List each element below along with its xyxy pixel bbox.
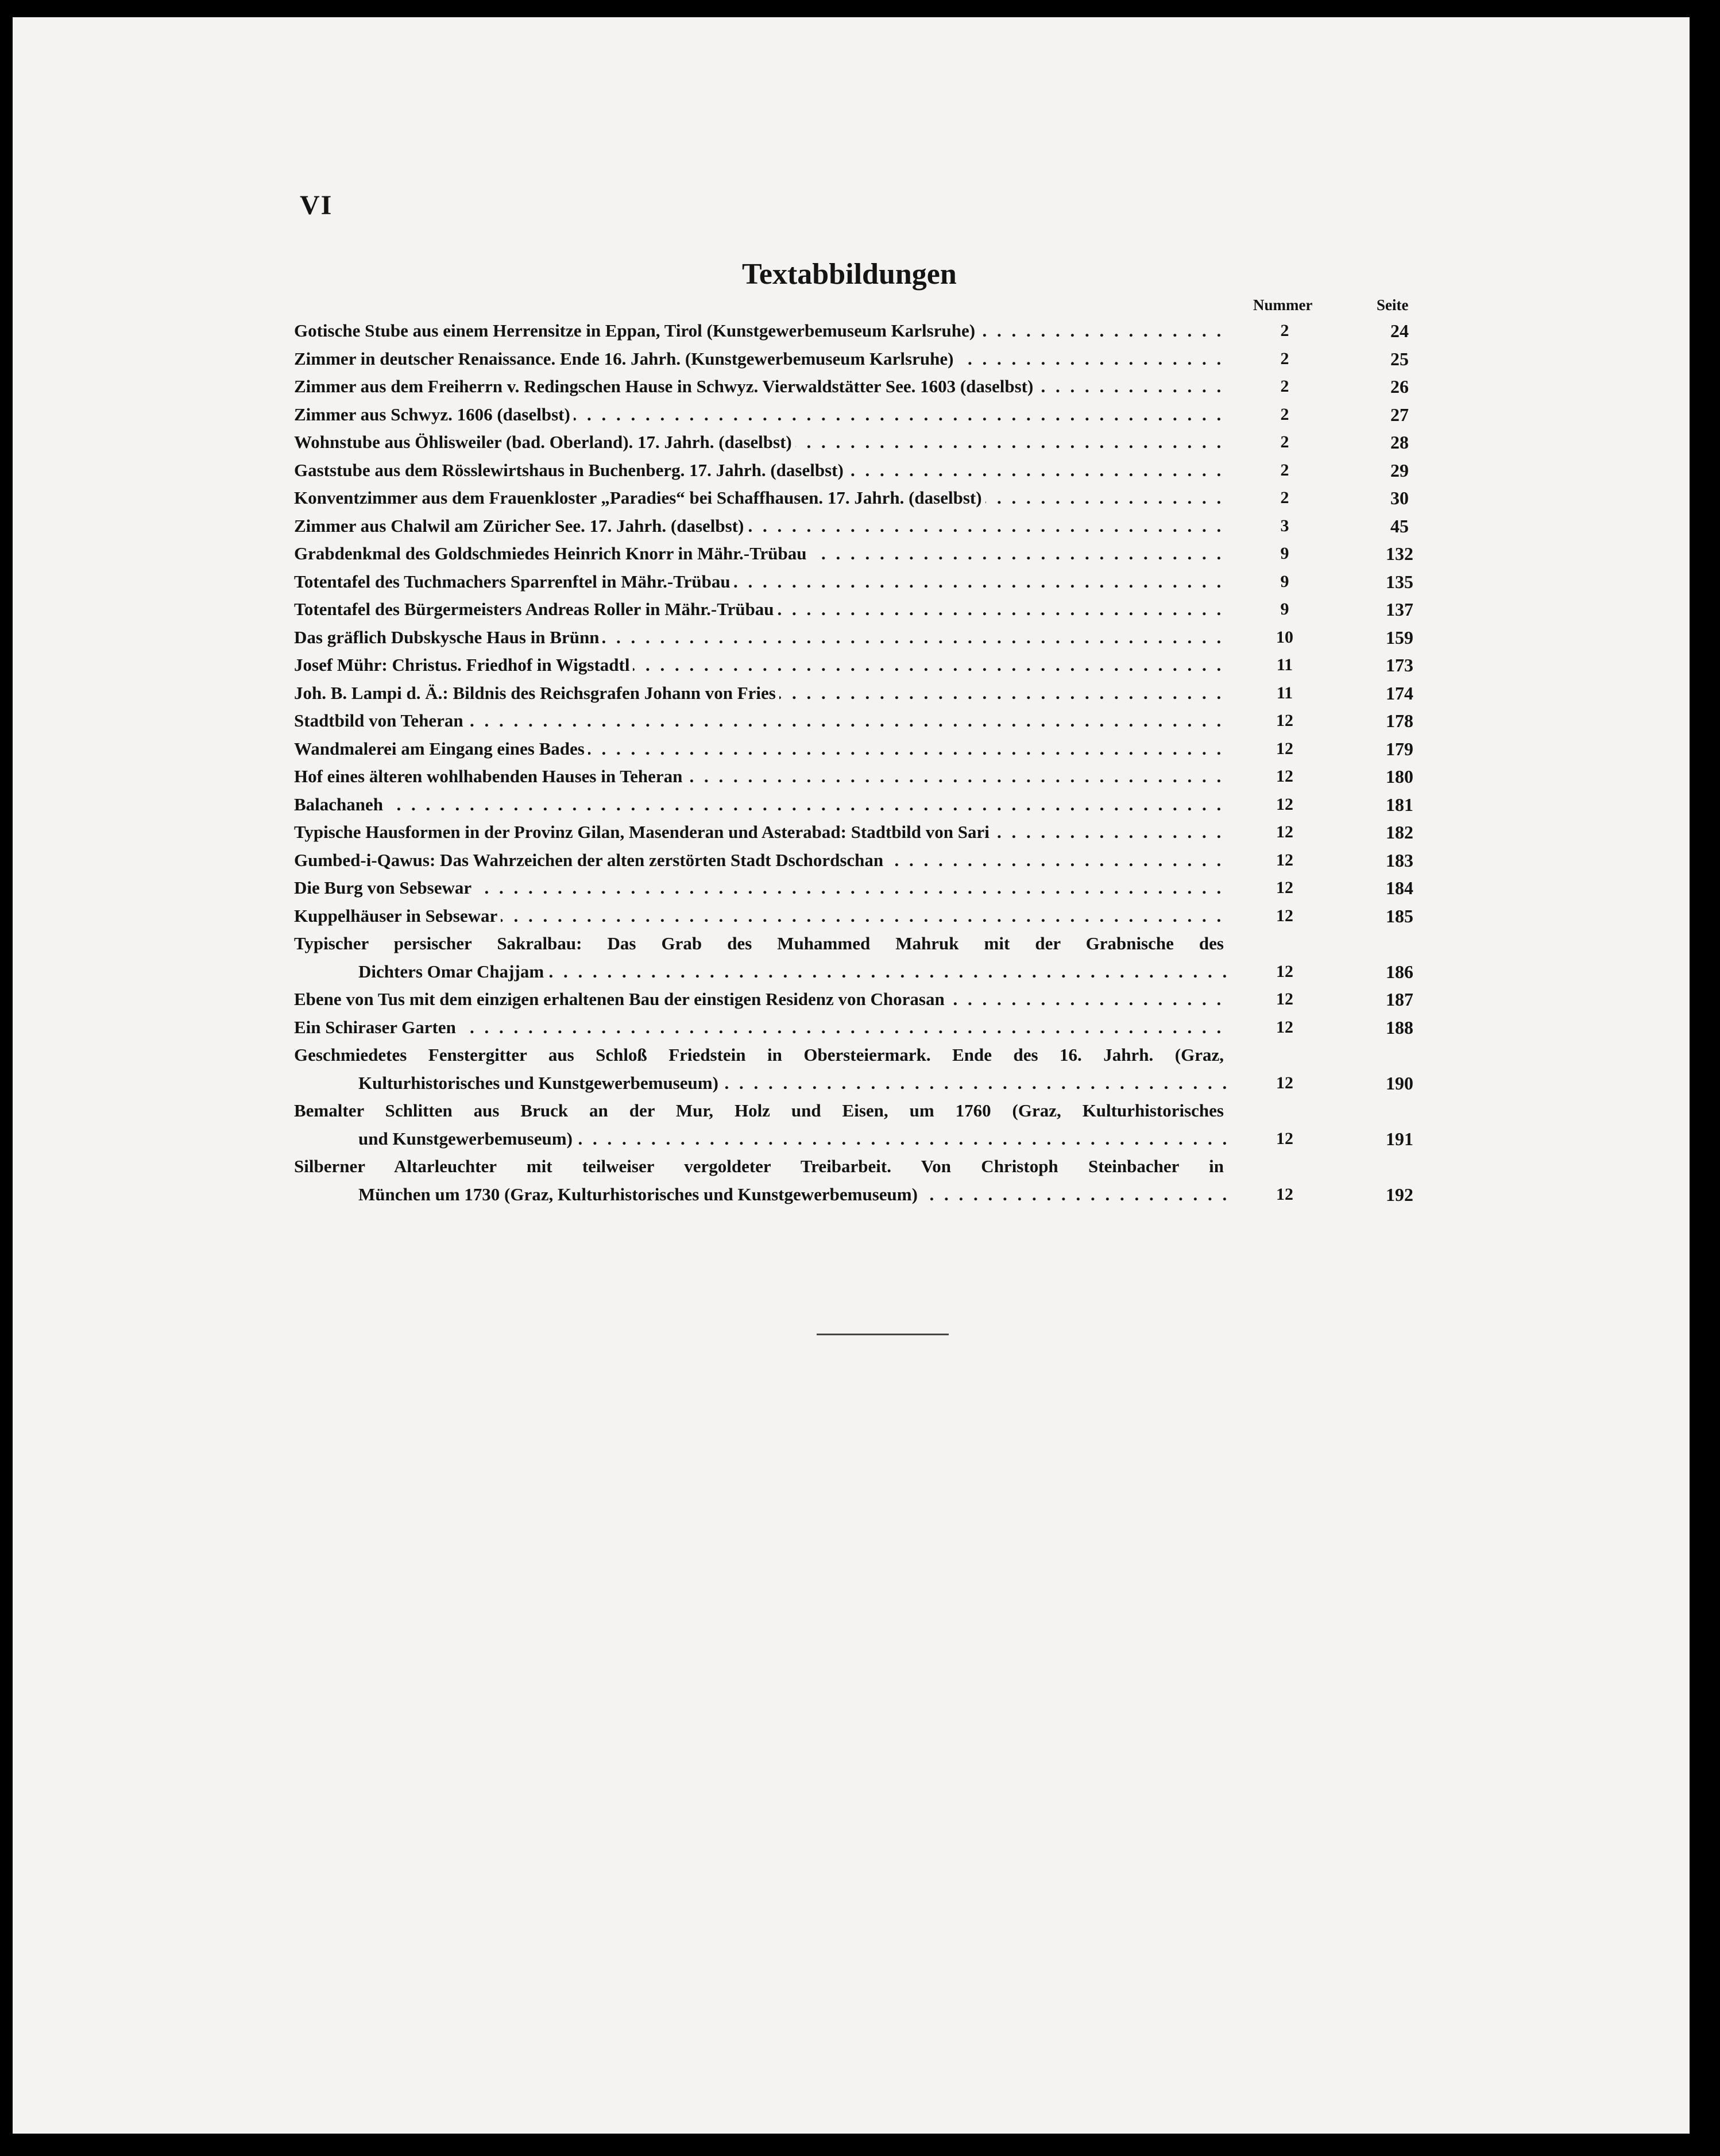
figure-description-text: Zimmer in deutscher Renaissance. Ende 16. Jahrh. (Kunstgewerbemuseum Karlsruhe) xyxy=(294,349,957,369)
figure-entry-row xyxy=(294,345,1414,373)
figure-description xyxy=(294,428,1227,457)
figure-number: 12 xyxy=(1276,1129,1293,1148)
figure-entry-row xyxy=(294,428,1414,457)
figure-description-text: Gumbed-i-Qawus: Das Wahrzeichen der alten zerstörten Stadt Dschordschan xyxy=(294,850,887,870)
figure-description xyxy=(294,1153,1227,1181)
figure-page: 29 xyxy=(1390,459,1409,481)
figure-description-text: Kulturhistorisches und Kunstgewerbemuseum) xyxy=(358,1073,722,1093)
figure-description-text: Typischer persischer Sakralbau: Das Grab des Muhammed Mahruk mit der Grabnische des xyxy=(294,933,1227,953)
figure-page: 184 xyxy=(1386,878,1413,898)
figure-entry-row xyxy=(294,735,1414,763)
figure-number: 12 xyxy=(1276,739,1293,758)
figure-description-text: Bemalter Schlitten aus Bruck an der Mur, Holz und Eisen, um 1760 (Graz, Kulturhistorisches xyxy=(294,1100,1227,1120)
figure-number: 2 xyxy=(1280,488,1289,507)
figure-description xyxy=(358,1125,1227,1153)
figure-page: 28 xyxy=(1390,432,1409,453)
book-page xyxy=(13,17,1690,2134)
figure-entry-row xyxy=(294,484,1414,512)
figure-entry-row xyxy=(294,679,1414,708)
figure-description xyxy=(294,651,1227,679)
figure-description xyxy=(294,930,1227,958)
figure-description xyxy=(294,401,1227,429)
column-header-page: Seite xyxy=(1377,296,1409,314)
figure-page: 30 xyxy=(1390,488,1409,508)
figure-entry xyxy=(294,763,1414,791)
figure-number: 12 xyxy=(1276,850,1293,870)
figure-entry-row xyxy=(294,457,1414,485)
page-title: Textabbildungen xyxy=(742,258,957,291)
figure-entry xyxy=(294,1097,1414,1153)
figure-description-text: Totentafel des Tuchmachers Sparrenftel in Mähr.-Trübau xyxy=(294,571,734,592)
figure-description-text: Konventzimmer aus dem Frauenkloster „Paradies“ bei Schaffhausen. 17. Jahrh. (daselbst) xyxy=(294,488,985,508)
figure-entry-row xyxy=(294,847,1414,875)
figure-page: 191 xyxy=(1386,1128,1413,1149)
figure-entry-row xyxy=(294,373,1414,401)
figure-description-text: Wohnstube aus Öhlisweiler (bad. Oberland). 17. Jahrh. (daselbst) xyxy=(294,432,795,452)
figure-entry-row xyxy=(294,1014,1414,1042)
figure-description-text: Balachaneh xyxy=(294,794,386,814)
figure-page: 180 xyxy=(1386,766,1413,787)
figure-entry xyxy=(294,1153,1414,1208)
figure-entry-row xyxy=(294,791,1414,819)
figure-description xyxy=(294,735,1227,763)
figure-description-text: Grabdenkmal des Goldschmiedes Heinrich Knorr in Mähr.-Trübau xyxy=(294,543,810,563)
figure-page: 185 xyxy=(1386,905,1413,926)
figure-description xyxy=(294,818,1227,847)
figure-description-text: Hof eines älteren wohlhabenden Hauses in Teheran xyxy=(294,766,686,786)
figure-description xyxy=(294,596,1227,624)
figure-page: 192 xyxy=(1386,1184,1413,1205)
figure-entry xyxy=(294,735,1414,763)
figure-page: 27 xyxy=(1390,404,1409,425)
figure-entry-row xyxy=(294,902,1414,930)
figure-entry-row xyxy=(294,512,1414,540)
figure-entry-row xyxy=(294,1181,1414,1209)
figure-entry-row xyxy=(294,624,1414,652)
figure-number: 12 xyxy=(1276,794,1293,814)
figure-entry-row xyxy=(294,1069,1414,1098)
figure-entry-row xyxy=(294,1041,1414,1069)
column-header-number: Nummer xyxy=(1253,296,1313,314)
figure-description-text: Joh. B. Lampi d. Ä.: Bildnis des Reichsgrafen Johann von Fries xyxy=(294,683,779,703)
figure-description-text: Zimmer aus Schwyz. 1606 (daselbst) xyxy=(294,404,574,424)
figure-description-text: Silberner Altarleuchter mit teilweiser vergoldeter Treibarbeit. Von Christoph Steinbacher in xyxy=(294,1156,1227,1176)
figure-entry xyxy=(294,930,1414,986)
figure-description xyxy=(294,512,1227,540)
figure-entry xyxy=(294,791,1414,819)
figure-number: 12 xyxy=(1276,878,1293,897)
figure-entry xyxy=(294,1014,1414,1042)
figure-description-text: und Kunstgewerbemuseum) xyxy=(358,1129,576,1149)
figure-number: 10 xyxy=(1276,627,1293,647)
figure-entry xyxy=(294,401,1414,429)
figure-page: 186 xyxy=(1386,961,1413,982)
figure-number: 2 xyxy=(1280,349,1289,368)
figure-description-text: Gaststube aus dem Rösslewirtshaus in Buchenberg. 17. Jahrh. (daselbst) xyxy=(294,460,847,480)
end-rule xyxy=(817,1334,949,1335)
figure-entry xyxy=(294,568,1414,596)
figure-page: 182 xyxy=(1386,822,1413,843)
figure-description-text: Die Burg von Sebsewar xyxy=(294,878,475,898)
figure-page: 174 xyxy=(1386,682,1413,704)
figure-entry-row xyxy=(294,763,1414,791)
figure-page: 24 xyxy=(1390,320,1409,341)
figure-description-text: Typische Hausformen in der Provinz Gilan, Masenderan und Asterabad: Stadtbild von Sari xyxy=(294,822,993,842)
figure-page: 187 xyxy=(1386,989,1413,1010)
figure-number: 3 xyxy=(1280,516,1289,535)
figure-page: 26 xyxy=(1390,376,1409,397)
figure-page: 179 xyxy=(1386,738,1413,759)
figure-number: 9 xyxy=(1280,544,1289,563)
figure-description-text: Das gräflich Dubskysche Haus in Brünn xyxy=(294,627,602,647)
figure-description xyxy=(294,847,1227,875)
figure-page: 132 xyxy=(1386,543,1413,564)
figure-description-text: Ebene von Tus mit dem einzigen erhaltenen Bau der einstigen Residenz von Chorasan xyxy=(294,989,948,1009)
figure-entry xyxy=(294,847,1414,875)
figure-description-text: Geschmiedetes Fenstergitter aus Schloß Friedstein in Obersteiermark. Ende des 16. Jahrh. (Graz, xyxy=(294,1045,1227,1065)
figure-entry xyxy=(294,540,1414,568)
figure-description xyxy=(294,1097,1227,1125)
figure-description xyxy=(358,1181,1227,1209)
figure-number: 2 xyxy=(1280,404,1289,424)
figure-description-text: Dichters Omar Chajjam xyxy=(358,961,547,982)
figure-entry xyxy=(294,818,1414,847)
figure-number: 2 xyxy=(1280,460,1289,480)
figure-description xyxy=(294,457,1227,485)
figure-entry xyxy=(294,707,1414,735)
figure-number: 12 xyxy=(1276,1017,1293,1037)
figure-number: 12 xyxy=(1276,990,1293,1009)
figure-entry xyxy=(294,317,1414,345)
figure-entry xyxy=(294,345,1414,373)
figure-description xyxy=(294,317,1227,345)
figure-number: 9 xyxy=(1280,571,1289,591)
figure-page: 188 xyxy=(1386,1017,1413,1038)
figure-number: 12 xyxy=(1276,822,1293,841)
figure-number: 12 xyxy=(1276,961,1293,981)
figure-entry-row xyxy=(294,596,1414,624)
figure-page: 135 xyxy=(1386,571,1413,592)
figure-number: 11 xyxy=(1276,655,1293,674)
figure-entry-row xyxy=(294,707,1414,735)
figure-page: 25 xyxy=(1390,348,1409,369)
figure-description xyxy=(294,707,1227,735)
page-number: VI xyxy=(300,190,333,221)
figure-number: 12 xyxy=(1276,1184,1293,1204)
figure-number: 9 xyxy=(1280,600,1289,619)
figure-description-text: Zimmer aus dem Freiherrn v. Redingschen Hause in Schwyz. Vierwaldstätter See. 1603 (daselbst) xyxy=(294,376,1037,396)
figure-description xyxy=(294,345,1227,373)
figure-description xyxy=(294,874,1227,902)
figure-description xyxy=(294,791,1227,819)
figure-entry-row xyxy=(294,1097,1414,1125)
figure-entry-row xyxy=(294,930,1414,958)
figure-entry-row xyxy=(294,818,1414,847)
figure-description-text: Kuppelhäuser in Sebsewar xyxy=(294,906,501,926)
figure-entry-row xyxy=(294,958,1414,986)
figure-page: 173 xyxy=(1386,655,1413,675)
figure-entry xyxy=(294,596,1414,624)
figure-entry-row xyxy=(294,1125,1414,1153)
figure-number: 12 xyxy=(1276,906,1293,925)
figure-entry-row xyxy=(294,401,1414,429)
figure-number: 2 xyxy=(1280,321,1289,340)
figure-description xyxy=(294,568,1227,596)
figure-description xyxy=(294,986,1227,1014)
figure-page: 183 xyxy=(1386,849,1413,871)
figure-description-text: Wandmalerei am Eingang eines Bades xyxy=(294,739,588,759)
figure-description xyxy=(358,1069,1227,1098)
figure-description xyxy=(294,484,1227,512)
figure-entry xyxy=(294,679,1414,708)
figure-entry xyxy=(294,874,1414,902)
figure-entry-row xyxy=(294,540,1414,568)
figure-description-text: Zimmer aus Chalwil am Züricher See. 17. Jahrh. (daselbst) xyxy=(294,516,747,536)
figure-list xyxy=(294,317,1414,1208)
figure-number: 12 xyxy=(1276,1073,1293,1092)
figure-description xyxy=(294,1014,1227,1042)
figure-description-text: Stadtbild von Teheran xyxy=(294,710,467,731)
figure-entry xyxy=(294,1041,1414,1097)
figure-entry xyxy=(294,902,1414,930)
figure-page: 45 xyxy=(1390,515,1409,536)
figure-entry-row xyxy=(294,651,1414,679)
figure-entry xyxy=(294,512,1414,540)
figure-description xyxy=(294,902,1227,930)
figure-entry-row xyxy=(294,874,1414,902)
figure-entry-row xyxy=(294,1153,1414,1181)
figure-entry-row xyxy=(294,317,1414,345)
figure-description xyxy=(358,958,1227,986)
figure-number: 2 xyxy=(1280,377,1289,396)
figure-page: 190 xyxy=(1386,1072,1413,1094)
figure-description-text: Ein Schiraser Garten xyxy=(294,1017,459,1037)
figure-entry xyxy=(294,624,1414,652)
figure-description-text: Totentafel des Bürgermeisters Andreas Roller in Mähr.-Trübau xyxy=(294,599,778,619)
figure-description-text: München um 1730 (Graz, Kulturhistorisches und Kunstgewerbemuseum) xyxy=(358,1184,921,1204)
figure-description xyxy=(294,373,1227,401)
figure-description xyxy=(294,540,1227,568)
figure-entry xyxy=(294,651,1414,679)
figure-page: 181 xyxy=(1386,794,1413,815)
figure-description xyxy=(294,679,1227,708)
figure-entry xyxy=(294,484,1414,512)
figure-page: 178 xyxy=(1386,710,1413,731)
figure-entry xyxy=(294,428,1414,457)
figure-number: 12 xyxy=(1276,711,1293,730)
figure-entry xyxy=(294,373,1414,401)
figure-entry xyxy=(294,986,1414,1014)
figure-description-text: Gotische Stube aus einem Herrensitze in Eppan, Tirol (Kunstgewerbemuseum Karlsruhe) xyxy=(294,320,979,341)
figure-number: 2 xyxy=(1280,432,1289,451)
figure-description xyxy=(294,763,1227,791)
figure-number: 12 xyxy=(1276,767,1293,786)
figure-page: 137 xyxy=(1386,599,1413,620)
figure-entry-row xyxy=(294,568,1414,596)
figure-number: 11 xyxy=(1276,683,1293,702)
figure-description xyxy=(294,624,1227,652)
figure-description xyxy=(294,1041,1227,1069)
figure-entry xyxy=(294,457,1414,485)
figure-description-text: Josef Mühr: Christus. Friedhof in Wigstadtl xyxy=(294,655,633,675)
figure-page: 159 xyxy=(1386,627,1413,648)
figure-entry-row xyxy=(294,986,1414,1014)
